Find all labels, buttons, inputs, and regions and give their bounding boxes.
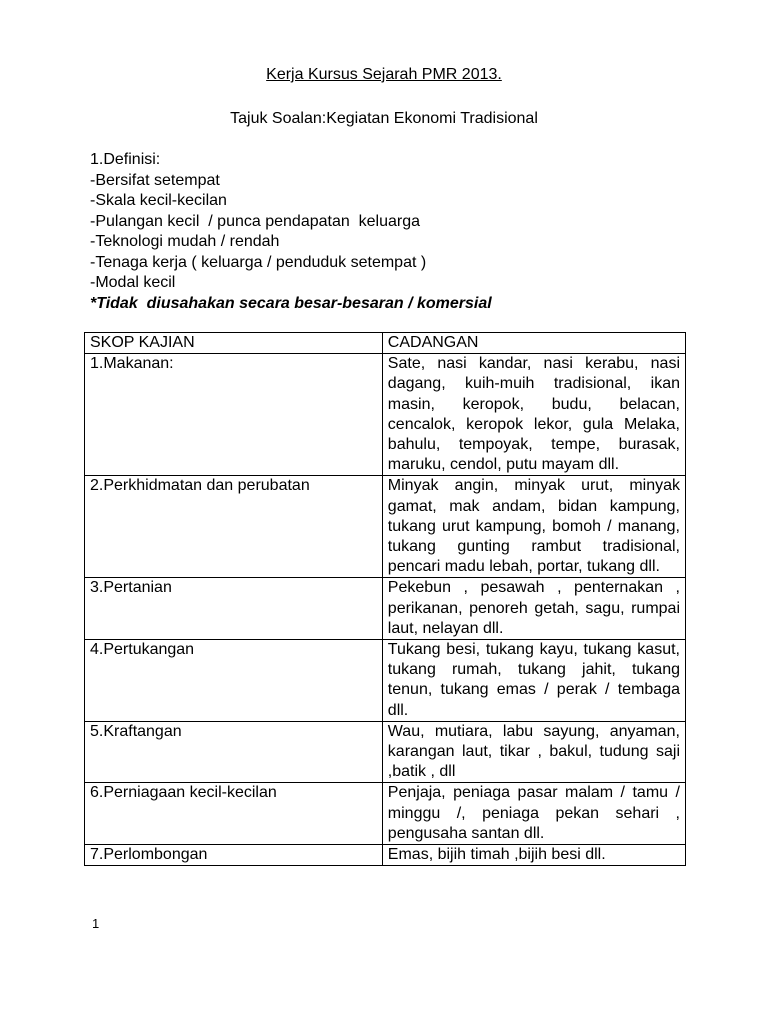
suggestion-cell: Sate, nasi kandar, nasi kerabu, nasi dagang, kuih-muih tradisional, ikan masin, keropok, budu, belacan, cencalok, keropok lekor, gula Melaka, bahulu, tempoyak, tempe, burasak, maruku, cendol, putu mayam dll. bbox=[382, 354, 685, 476]
scope-cell: 4.Pertukangan bbox=[85, 640, 383, 722]
table-row bbox=[85, 578, 686, 640]
page-number: 1 bbox=[92, 916, 100, 931]
scope-cell: 6.Perniagaan kecil-kecilan bbox=[85, 783, 383, 845]
scope-cell: 1.Makanan: bbox=[85, 354, 383, 476]
table-row bbox=[85, 721, 686, 783]
definition-note: *Tidak diusahakan secara besar-besaran / komersial bbox=[90, 294, 492, 312]
scope-cell: 5.Kraftangan bbox=[85, 721, 383, 783]
definition-item: -Skala kecil-kecilan bbox=[90, 192, 227, 209]
table-header-row bbox=[85, 333, 686, 354]
table-row bbox=[85, 783, 686, 845]
definition-heading: 1.Definisi: bbox=[90, 151, 161, 168]
header-scope: SKOP KAJIAN bbox=[85, 333, 383, 354]
suggestion-cell: Penjaja, peniaga pasar malam / tamu / minggu /, peniaga pekan sehari , pengusaha santan dll. bbox=[382, 783, 685, 845]
scope-table bbox=[84, 332, 686, 866]
suggestion-cell: Emas, bijih timah ,bijih besi dll. bbox=[382, 845, 685, 866]
table-row bbox=[85, 354, 686, 476]
definition-section bbox=[90, 150, 492, 314]
definition-item: -Tenaga kerja ( keluarga / penduduk setempat ) bbox=[90, 253, 427, 271]
definition-item: -Pulangan kecil / punca pendapatan keluarga bbox=[90, 212, 421, 230]
definition-item: -Teknologi mudah / rendah bbox=[90, 233, 280, 250]
definition-item: -Bersifat setempat bbox=[90, 171, 220, 189]
suggestion-cell: Pekebun , pesawah , penternakan , perikanan, penoreh getah, sagu, rumpai laut, nelayan dll. bbox=[382, 578, 685, 640]
suggestion-cell: Minyak angin, minyak urut, minyak gamat, mak andam, bidan kampung, tukang urut kampung, bomoh / manang, tukang gunting rambut tradisional, pencari madu lebah, portar, tukang dll. bbox=[382, 476, 685, 578]
document-subtitle: Tajuk Soalan:Kegiatan Ekonomi Tradisional bbox=[230, 110, 538, 127]
header-suggestion: CADANGAN bbox=[382, 333, 685, 354]
document-title: Kerja Kursus Sejarah PMR 2013. bbox=[266, 66, 502, 83]
table-row bbox=[85, 845, 686, 866]
scope-cell: 3.Pertanian bbox=[85, 578, 383, 640]
scope-cell: 2.Perkhidmatan dan perubatan bbox=[85, 476, 383, 578]
suggestion-cell: Wau, mutiara, labu sayung, anyaman, karangan laut, tikar , bakul, tudung saji ,batik , dll bbox=[382, 721, 685, 783]
suggestion-cell: Tukang besi, tukang kayu, tukang kasut, tukang rumah, tukang jahit, tukang tenun, tukang emas / perak / tembaga dll. bbox=[382, 640, 685, 722]
scope-cell: 7.Perlombongan bbox=[85, 845, 383, 866]
table-row bbox=[85, 476, 686, 578]
table-row bbox=[85, 640, 686, 722]
definition-item: -Modal kecil bbox=[90, 274, 176, 291]
